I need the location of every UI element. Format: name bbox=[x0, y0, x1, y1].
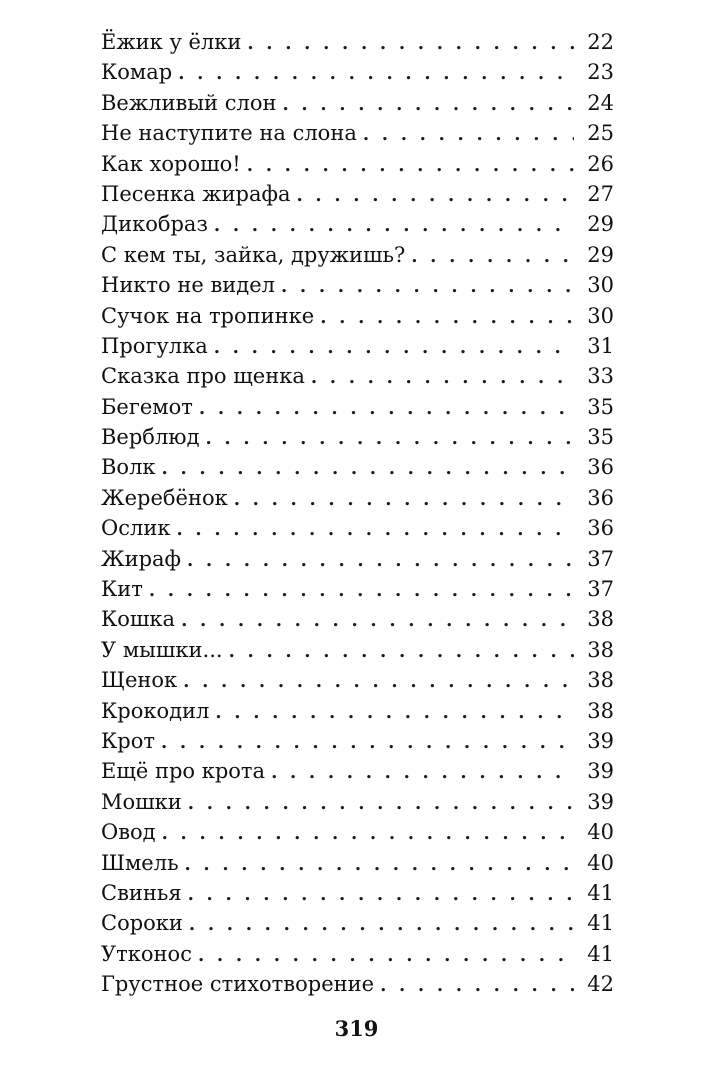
toc-entry-page: 39 bbox=[587, 759, 614, 784]
toc-entry-page: 26 bbox=[587, 151, 614, 176]
toc-entry bbox=[101, 908, 614, 938]
toc-entry bbox=[101, 604, 614, 634]
toc-entry-title: Ёжик у ёлки bbox=[101, 30, 242, 54]
toc-dot-leader bbox=[178, 59, 574, 89]
toc-entry-title: Сороки bbox=[101, 911, 183, 936]
toc-entry bbox=[101, 939, 614, 969]
toc-entry-page: 38 bbox=[587, 637, 614, 662]
toc-entry bbox=[101, 209, 614, 239]
toc-dot-leader bbox=[229, 637, 574, 667]
toc-entry-title: Сучок на тропинке bbox=[101, 303, 315, 328]
toc-entry-page: 38 bbox=[587, 607, 614, 632]
toc-entry-title: Комар bbox=[101, 60, 173, 85]
toc-entry bbox=[101, 301, 614, 331]
toc-dot-leader bbox=[187, 546, 574, 576]
toc-entry bbox=[101, 787, 614, 817]
toc-entry-title: Кит bbox=[101, 577, 143, 602]
toc-dot-leader bbox=[199, 394, 574, 424]
toc-entry-page: 39 bbox=[587, 728, 614, 753]
toc-entry bbox=[101, 27, 614, 57]
toc-entry-title: Овод bbox=[101, 820, 156, 845]
toc-entry-page: 37 bbox=[587, 577, 614, 602]
toc-entry-title: С кем ты, зайка, дружишь? bbox=[101, 242, 406, 267]
toc-entry-page: 40 bbox=[587, 820, 614, 845]
toc-dot-leader bbox=[185, 850, 575, 880]
toc-entry-title: Мошки bbox=[101, 789, 182, 814]
toc-dot-leader bbox=[282, 90, 574, 120]
toc-dot-leader bbox=[162, 454, 574, 484]
toc-entry-page: 36 bbox=[587, 485, 614, 510]
toc-entry-page: 40 bbox=[587, 850, 614, 875]
toc-entry-page: 41 bbox=[587, 911, 614, 936]
toc-entry-page: 41 bbox=[587, 880, 614, 905]
toc-dot-leader bbox=[215, 698, 574, 728]
toc-entry bbox=[101, 574, 614, 604]
toc-entry-page: 24 bbox=[587, 90, 614, 115]
toc-entry bbox=[101, 57, 614, 87]
toc-entry-page: 22 bbox=[587, 30, 614, 54]
toc-dot-leader bbox=[214, 333, 574, 363]
toc-entry-title: Крот bbox=[101, 728, 155, 753]
toc-dot-leader bbox=[320, 303, 574, 333]
toc-dot-leader bbox=[214, 211, 574, 241]
toc-entry-page: 39 bbox=[587, 789, 614, 814]
toc-dot-leader bbox=[183, 667, 574, 697]
toc-entry bbox=[101, 665, 614, 695]
toc-entry-title: Верблюд bbox=[101, 425, 200, 450]
toc-dot-leader bbox=[176, 515, 574, 545]
toc-dot-leader bbox=[311, 363, 574, 393]
toc-entry-title: Шмель bbox=[101, 850, 179, 875]
toc-entry-title: Щенок bbox=[101, 668, 178, 693]
toc-entry bbox=[101, 452, 614, 482]
toc-entry-title: Грустное стихотворение bbox=[101, 972, 375, 997]
toc-entry bbox=[101, 726, 614, 756]
toc-entry-page: 30 bbox=[587, 273, 614, 298]
toc-entry-title: Жираф bbox=[101, 546, 181, 571]
toc-entry-title: Никто не видел bbox=[101, 273, 275, 298]
toc-entry-title: Вежливый слон bbox=[101, 90, 277, 115]
toc-entry-page: 27 bbox=[587, 181, 614, 206]
toc-dot-leader bbox=[296, 181, 574, 211]
toc-entry-page: 31 bbox=[587, 333, 614, 358]
toc-entry-title: Прогулка bbox=[101, 333, 208, 358]
toc-dot-leader bbox=[234, 485, 574, 515]
toc-entry bbox=[101, 392, 614, 422]
toc-entry bbox=[101, 544, 614, 574]
toc-entry-title: Песенка жирафа bbox=[101, 181, 291, 206]
toc-entry bbox=[101, 361, 614, 391]
toc-dot-leader bbox=[181, 606, 574, 636]
toc-entry bbox=[101, 270, 614, 300]
toc-dot-leader bbox=[281, 272, 574, 302]
toc-dot-leader bbox=[247, 151, 574, 181]
toc-dot-leader bbox=[189, 910, 574, 940]
toc-dot-leader bbox=[149, 576, 574, 606]
toc-entry bbox=[101, 88, 614, 118]
toc-dot-leader bbox=[411, 242, 574, 272]
toc-entry-title: Крокодил bbox=[101, 698, 210, 723]
toc-dot-leader bbox=[247, 29, 574, 59]
table-of-contents bbox=[101, 27, 614, 1000]
toc-entry bbox=[101, 635, 614, 665]
toc-entry-title: Ещё про крота bbox=[101, 759, 266, 784]
toc-dot-leader bbox=[380, 971, 574, 1001]
toc-dot-leader bbox=[188, 880, 574, 910]
toc-entry-page: 33 bbox=[587, 364, 614, 389]
toc-entry-page: 25 bbox=[587, 121, 614, 146]
toc-entry-title: Ослик bbox=[101, 516, 171, 541]
toc-entry bbox=[101, 513, 614, 543]
toc-entry bbox=[101, 118, 614, 148]
toc-entry-page: 42 bbox=[587, 972, 614, 997]
toc-entry-page: 38 bbox=[587, 698, 614, 723]
toc-entry bbox=[101, 817, 614, 847]
toc-entry-title: Утконос bbox=[101, 941, 192, 966]
toc-entry-title: Не наступите на слона bbox=[101, 121, 357, 146]
toc-dot-leader bbox=[363, 120, 574, 150]
toc-entry-title: Свинья bbox=[101, 880, 182, 905]
toc-dot-leader bbox=[188, 789, 574, 819]
toc-entry bbox=[101, 878, 614, 908]
toc-entry bbox=[101, 240, 614, 270]
toc-entry bbox=[101, 756, 614, 786]
toc-entry-page: 35 bbox=[587, 425, 614, 450]
toc-entry bbox=[101, 422, 614, 452]
toc-entry-title: Волк bbox=[101, 455, 156, 480]
toc-entry-page: 23 bbox=[587, 60, 614, 85]
toc-entry bbox=[101, 483, 614, 513]
toc-entry bbox=[101, 149, 614, 179]
toc-entry-page: 37 bbox=[587, 546, 614, 571]
toc-entry-page: 29 bbox=[587, 212, 614, 237]
toc-entry-page: 36 bbox=[587, 455, 614, 480]
toc-entry-page: 38 bbox=[587, 668, 614, 693]
toc-entry-title: Жеребёнок bbox=[101, 485, 228, 510]
toc-entry-page: 29 bbox=[587, 242, 614, 267]
toc-dot-leader bbox=[161, 728, 574, 758]
toc-entry-page: 36 bbox=[587, 516, 614, 541]
toc-entry bbox=[101, 848, 614, 878]
toc-entry bbox=[101, 696, 614, 726]
toc-entry bbox=[101, 179, 614, 209]
toc-dot-leader bbox=[198, 941, 574, 971]
page-number: 319 bbox=[334, 1016, 379, 1041]
toc-entry bbox=[101, 969, 614, 999]
toc-dot-leader bbox=[206, 424, 575, 454]
toc-entry-title: Кошка bbox=[101, 607, 176, 632]
toc-entry bbox=[101, 331, 614, 361]
toc-dot-leader bbox=[162, 819, 574, 849]
toc-entry-page: 30 bbox=[587, 303, 614, 328]
toc-entry-title: Сказка про щенка bbox=[101, 364, 305, 389]
toc-entry-page: 35 bbox=[587, 394, 614, 419]
toc-entry-title: Как хорошо! bbox=[101, 151, 241, 176]
toc-entry-title: У мышки... bbox=[101, 637, 223, 662]
toc-entry-title: Дикобраз bbox=[101, 212, 208, 237]
toc-dot-leader bbox=[271, 758, 574, 788]
toc-entry-page: 41 bbox=[587, 941, 614, 966]
toc-entry-title: Бегемот bbox=[101, 394, 193, 419]
